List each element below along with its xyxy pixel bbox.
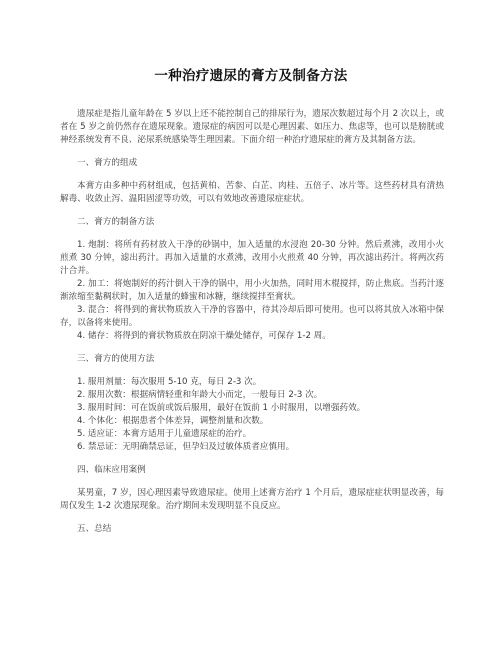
section-paragraph-composition: 本膏方由多种中药材组成，包括黄柏、苦参、白芷、肉桂、五倍子、冰片等。这些药材具有清热解毒、收敛止泻、温阳固涩等功效，可以有效地改善遗尿症症状。 (60, 181, 444, 204)
section-heading-usage: 三、膏方的使用方法 (77, 354, 155, 364)
list-item: 3. 服用时间：可在饭前或饭后服用，最好在饭前 1 小时服用，以增强药效。 (77, 403, 366, 413)
list-item: 2. 加工：将炮制好的药汁倒入干净的锅中，用小火加热，同时用木棍搅拌，防止焦底。当药汁逐渐浓缩至黏稠状时，加入适量的蜂蜜和冰糖，继续搅拌至膏状。 (60, 279, 444, 302)
list-item: 5. 适应证：本膏方适用于儿童遗尿症的治疗。 (77, 429, 252, 439)
list-item: 6. 禁忌证：无明确禁忌证，但孕妇及过敏体质者应慎用。 (77, 442, 295, 452)
section-heading-clinical-case: 四、临床应用案例 (77, 465, 146, 475)
section-heading-preparation: 二、膏方的制备方法 (77, 217, 155, 227)
preparation-steps-list (60, 239, 444, 343)
section-heading-summary: 五、总结 (77, 524, 112, 534)
document-body (60, 108, 444, 546)
list-item: 3. 混合：将得到的膏状物质放入干净的容器中，待其冷却后即可使用。也可以将其放入冰箱中保存，以备将来使用。 (60, 305, 444, 328)
section-paragraph-clinical-case: 某男童，7 岁，因心理因素导致遗尿症。使用上述膏方治疗 1 个月后，遗尿症症状明显改善，每周仅发生 1-2 次遗尿现象。治疗期间未发现明显不良反应。 (60, 488, 444, 511)
list-item: 4. 储存：将得到的膏状物质放在阴凉干燥处储存，可保存 1-2 周。 (77, 331, 331, 341)
list-item: 4. 个体化：根据患者个体差异，调整剂量和次数。 (77, 416, 269, 426)
usage-list (60, 376, 444, 454)
list-item: 1. 炮制：将所有药材放入干净的砂锅中，加入适量的水浸泡 20-30 分钟。然后煮沸，改用小火煎煮 30 分钟，滤出药汁。再加入适量的水煮沸，改用小火煎煮 40 分钟，再次滤出药汁。将两次药汁合并。 (60, 240, 444, 276)
section-heading-composition: 一、膏方的组成 (77, 158, 138, 168)
document-title: 一种治疗遗尿的膏方及制备方法 (154, 68, 348, 84)
list-item: 1. 服用剂量：每次服用 5-10 克，每日 2-3 次。 (77, 377, 262, 387)
list-item: 2. 服用次数：根据病情轻重和年龄大小而定，一般每日 2-3 次。 (77, 390, 323, 400)
intro-paragraph: 遗尿症是指儿童年龄在 5 岁以上还不能控制自己的排尿行为，遗尿次数超过每个月 2 次以上，或者在 5 岁之前仍然存在遗尿现象。遗尿症的病因可以是心理因素、如压力、焦虑等，也可以是膀胱或神经系统发育不良、泌尿系统感染等生理因素。下面介绍一种治疗遗尿症的膏方及其制备方法。 (60, 109, 444, 145)
